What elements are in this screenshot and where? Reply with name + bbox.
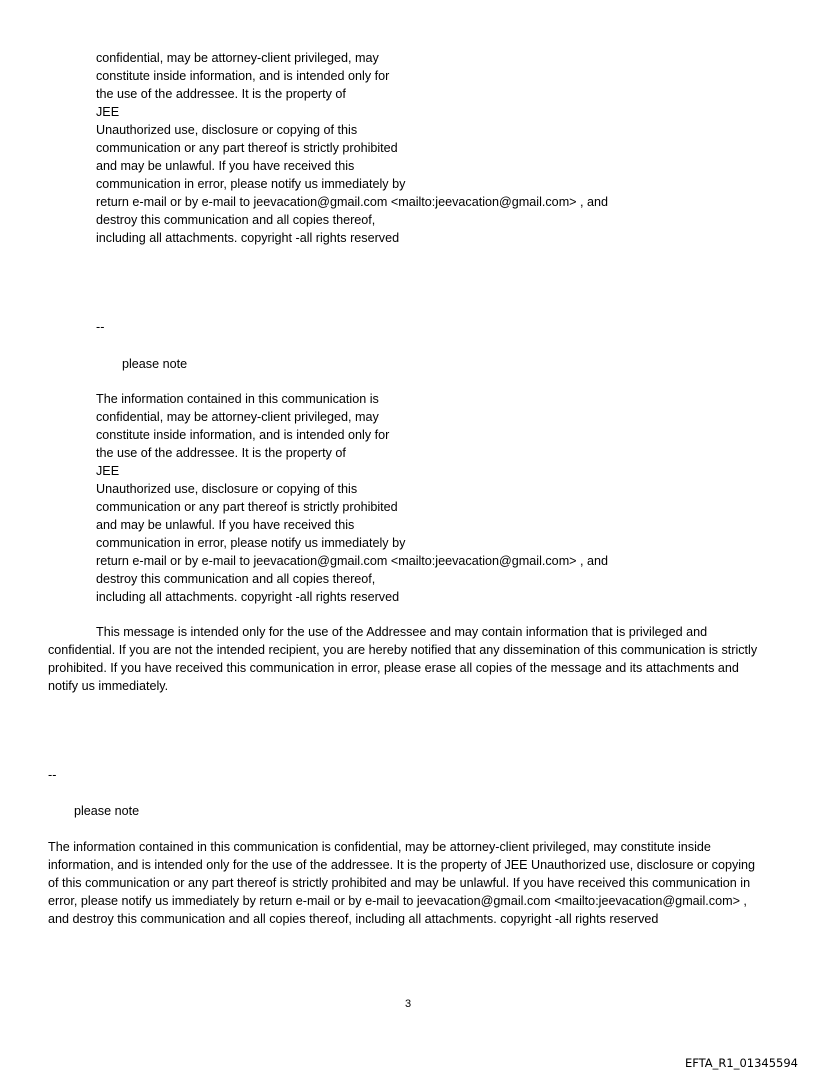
final-disclaimer: The information contained in this communication is confidential, may be attorney-client privileged, may constitute inside information, and is intended only for the use of the addressee. It is the property of JEE Unauthorized use, disclosure or copying of this communication or any part thereof is strictly prohibited and may be unlawful. If you have received this communication in error, please notify us immediately by return e-mail or by e-mail to jeevacation@gmail.com <mailto:jeevacation@gmail.com> , and destroy this communication and all copies thereof, including all attachments. copyright -all rights reserved [48,840,756,926]
disclaimer-line: including all attachments. copyright -all rights reserved [96,231,400,245]
disclaimer-line: Unauthorized use, disclosure or copying of this [96,482,358,496]
disclaimer-line: The information contained in this communication is [96,392,379,406]
disclaimer-line: JEE [96,105,120,119]
disclaimer-line: confidential, may be attorney-client privileged, may [96,410,379,424]
disclaimer-line: constitute inside information, and is intended only for [96,69,390,83]
disclaimer-line: communication or any part thereof is strictly prohibited [96,141,398,155]
disclaimer-line: including all attachments. copyright -all rights reserved [96,590,400,604]
disclaimer-line: JEE [96,464,120,478]
disclaimer-line: constitute inside information, and is intended only for [96,428,390,442]
disclaimer-line: return e-mail or by e-mail to jeevacation@gmail.com <mailto:jeevacation@gmail.com> , and [96,554,609,568]
disclaimer-line: the use of the addressee. It is the property of [96,446,346,460]
disclaimer-line: communication in error, please notify us immediately by [96,536,406,550]
please-note-heading: please note [74,804,140,818]
please-note-heading: please note [122,357,188,371]
disclaimer-line: confidential, may be attorney-client privileged, may [96,51,379,65]
page-number: 3 [404,998,412,1010]
disclaimer-line: Unauthorized use, disclosure or copying of this [96,123,358,137]
disclaimer-line: communication in error, please notify us immediately by [96,177,406,191]
signature-separator: -- [96,320,105,334]
signature-separator: -- [48,768,57,782]
disclaimer-line: the use of the addressee. It is the property of [96,87,346,101]
disclaimer-line: and may be unlawful. If you have received this [96,159,355,173]
addressee-notice: This message is intended only for the use of the Addressee and may contain information that is privileged and confidential. If you are not the intended recipient, you are hereby notified that any dissemination of this communication is strictly prohibited. If you have received this communication in error, please erase all copies of the message and its attachments and notify us immediately. [48,625,758,693]
disclaimer-line: return e-mail or by e-mail to jeevacation@gmail.com <mailto:jeevacation@gmail.com> , and [96,195,609,209]
document-id: EFTA_R1_01345594 [684,1056,798,1070]
disclaimer-line: destroy this communication and all copies thereof, [96,213,376,227]
disclaimer-line: communication or any part thereof is strictly prohibited [96,500,398,514]
disclaimer-line: destroy this communication and all copies thereof, [96,572,376,586]
disclaimer-line: and may be unlawful. If you have received this [96,518,355,532]
